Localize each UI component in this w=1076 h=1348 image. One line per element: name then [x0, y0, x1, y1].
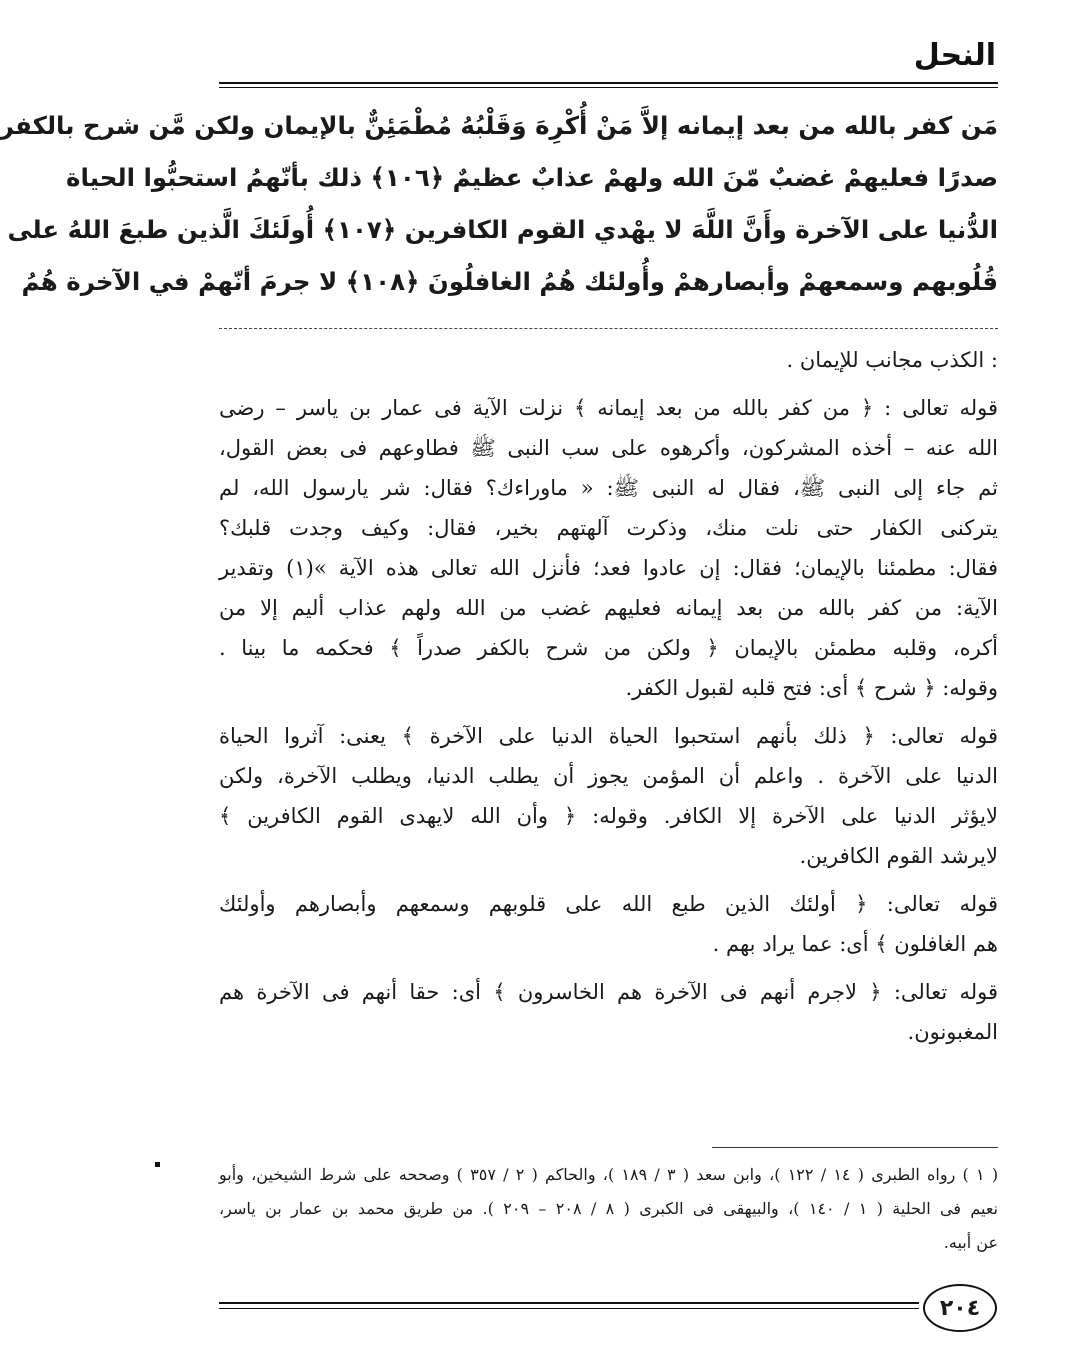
scan-mark — [155, 1162, 160, 1167]
commentary-line: فقال: مطمئنا بالإيمان؛ فقال: إن عادوا فعد؛ فأنزل الله تعالى هذه الآية »(١) وتقدير — [219, 556, 999, 580]
footnote-rule — [712, 1147, 998, 1148]
commentary-line: قوله تعالى: ﴿ لاجرم أنهم فى الآخرة هم الخاسرون ﴾ أى: حقا أنهم فى الآخرة هم — [219, 980, 998, 1004]
verse-line: الدُّنيا على الآخرة وأَنَّ اللَّهَ لا يهْدي القوم الكافرين ﴿١٠٧﴾ أُولَئكَ الَّذين طبعَ اللهُ على — [7, 215, 998, 244]
commentary-text — [219, 340, 998, 1052]
commentary-line: هم الغافلون ﴾ أى: عما يراد بهم . — [712, 932, 998, 956]
commentary-line: : الكذب مجانب للإيمان . — [786, 348, 998, 372]
page-number-badge: ٢٠٤ — [923, 1284, 997, 1332]
commentary-line: الآية: من كفر بالله من بعد إيمانه فعليهم غضب من الله ولهم عذاب أليم إلا من — [219, 596, 998, 620]
header-rule — [219, 82, 998, 84]
footnote-line: نعيم فى الحلية ( ١ / ١٤٠ )، والبيهقى فى الكبرى ( ٨ / ٢٠٨ – ٢٠٩ ). من طريق محمد بن عمار بن ياسر، — [219, 1199, 999, 1218]
commentary-line: ثم جاء إلى النبى ﷺ، فقال له النبى ﷺ: « ماوراءك؟ فقال: شر يارسول الله، لم — [219, 476, 998, 500]
commentary-line: قوله تعالى: ﴿ ذلك بأنهم استحبوا الحياة الدنيا على الآخرة ﴾ يعنى: آثروا الحياة — [219, 724, 998, 748]
commentary-line: المغبونون. — [907, 1020, 998, 1044]
commentary-line: الدنيا على الآخرة . واعلم أن المؤمن يجوز أن يطلب الدنيا، ويطلب الآخرة، ولكن — [219, 764, 998, 788]
commentary-line: قوله تعالى : ﴿ من كفر بالله من بعد إيمانه ﴾ نزلت الآية فى عمار بن ياسر – رضى — [219, 396, 998, 420]
commentary-line: الله عنه – أخذه المشركون، وأكرهوه على سب النبى ﷺ فطاوعهم فى بعض القول، — [219, 436, 998, 460]
verse-line: قُلُوبهم وسمعهمْ وأبصارهمْ وأُولئك هُمُ الغافلُونَ ﴿١٠٨﴾ لا جرمَ أنّهمْ في الآخرة هُمُ — [21, 267, 998, 296]
surah-title: النحل — [913, 38, 996, 73]
header-rule-thin — [219, 87, 998, 88]
commentary-line: أكره، وقلبه مطمئن بالإيمان ﴿ ولكن من شرح بالكفر صدراً ﴾ فحكمه ما بينا . — [219, 636, 998, 660]
footer-rule-thin — [219, 1308, 919, 1309]
footnote-line: ( ١ ) رواه الطبرى ( ١٤ / ١٢٢ )، وابن سعد ( ٣ / ١٨٩ )، والحاكم ( ٢ / ٣٥٧ ) وصححه على شرط الشيخين، وأبو — [219, 1165, 999, 1184]
verses-separator — [219, 328, 998, 329]
verse-line: صدرًا فعليهمْ غضبٌ مّنَ الله ولهمْ عذابٌ عظيمٌ ﴿١٠٦﴾ ذلك بأنّهمُ استحبُّوا الحياة — [66, 163, 998, 192]
verse-line: مَن كفر بالله من بعد إيمانه إلاَّ مَنْ أُكْرِهَ وَقَلْبُهُ مُطْمَئِنٌّ بالإيمان ولكن مَّن شرح بالكفر — [0, 111, 998, 140]
commentary-line: يتركنى الكفار حتى نلت منك، وذكرت آلهتهم بخير، فقال: وكيف وجدت قلبك؟ — [219, 516, 998, 540]
quran-verses-block — [0, 100, 998, 308]
commentary-line: قوله تعالى: ﴿ أولئك الذين طبع الله على قلوبهم وسمعهم وأبصارهم وأولئك — [219, 892, 998, 916]
footnote-line: عن أبيه. — [943, 1233, 998, 1252]
commentary-line: لايرشد القوم الكافرين. — [799, 844, 998, 868]
commentary-line: لايؤثر الدنيا على الآخرة إلا الكافر. وقوله: ﴿ وأن الله لايهدى القوم الكافرين ﴾ — [219, 804, 998, 828]
commentary-line: وقوله: ﴿ شرح ﴾ أى: فتح قلبه لقبول الكفر. — [625, 676, 998, 700]
footnotes — [219, 1158, 998, 1260]
footer-rule — [219, 1302, 919, 1304]
